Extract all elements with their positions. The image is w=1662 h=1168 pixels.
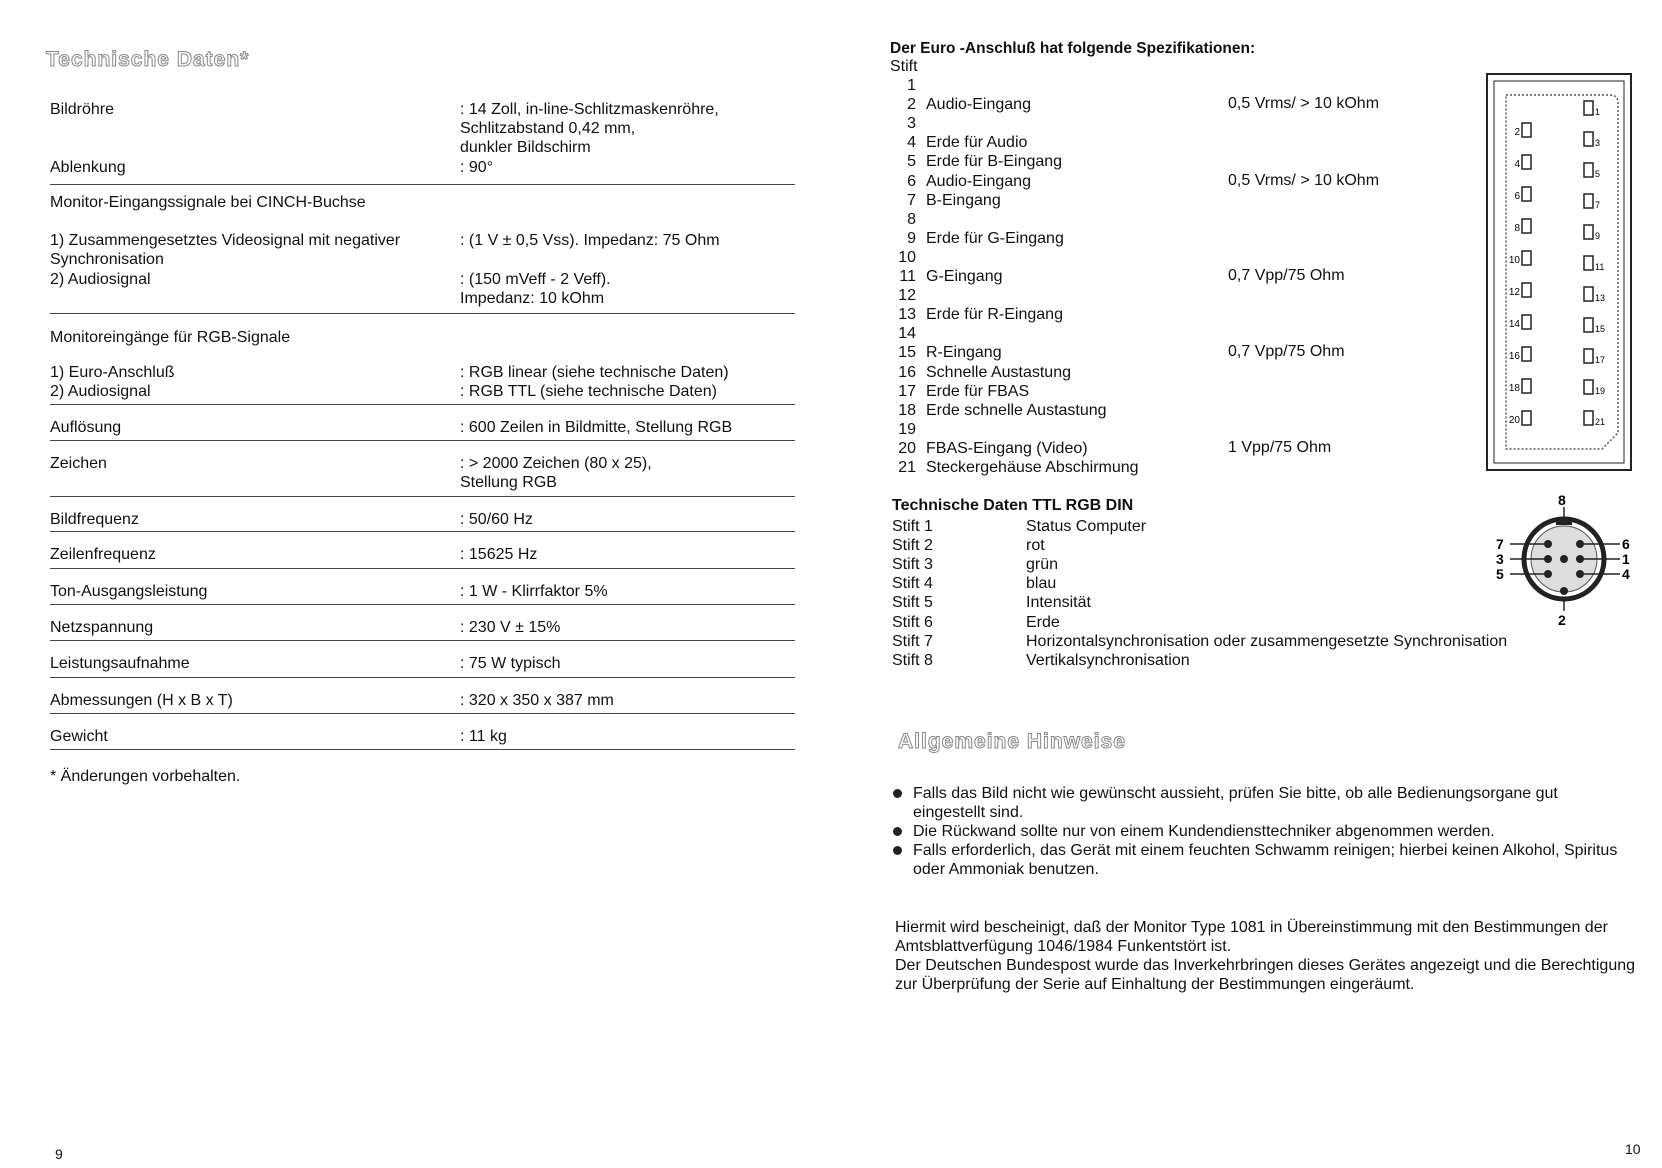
scart-pin-label: 3 (1595, 138, 1601, 148)
spec-value: : (150 mVeff - 2 Veff). Impedanz: 10 kOhm (460, 271, 611, 307)
list-item (890, 305, 1063, 324)
spec-label: 1) Zusammengesetztes Videosignal mit negativer Synchronisation (50, 232, 401, 268)
page-number-left: 9 (55, 1146, 63, 1162)
pin-name: Erde schnelle Austastung (926, 401, 1107, 419)
din-stift: Stift 2 (892, 537, 933, 555)
spec-label: Zeichen (50, 455, 107, 472)
list-item (890, 95, 1031, 114)
scart-pin (1584, 132, 1593, 146)
spec-label: Abmessungen (H x B x T) (50, 692, 233, 709)
technical-data-title: Technische Daten* (46, 48, 250, 71)
footnote: * Änderungen vorbehalten. (50, 768, 241, 785)
spec-value: : 75 W typisch (460, 655, 561, 672)
pin-number: 20 (898, 439, 916, 457)
pin-name: G-Eingang (926, 268, 1003, 285)
din-desc: Status Computer (1026, 518, 1147, 535)
scart-pin (1584, 380, 1593, 394)
list-item (890, 114, 926, 133)
din-stift: Stift 6 (892, 613, 933, 631)
scart-pin-label: 13 (1595, 293, 1606, 303)
din-desc: Vertikalsynchronisation (1026, 651, 1190, 669)
spec-label: Zeilenfrequenz (50, 546, 156, 563)
spec-label: Bildröhre (50, 101, 115, 118)
din-pin-right-label: 4 (1622, 566, 1630, 582)
list-item (890, 172, 1031, 191)
spec-label: Ton-Ausgangsleistung (50, 583, 208, 600)
list-item: Falls das Bild nicht wie gewünscht aussieht, prüfen Sie bitte, ob alle Bedienungsorgane gut eingestellt sind. (893, 784, 1633, 822)
din-pin-left-label: 3 (1496, 551, 1504, 567)
pin-number: 17 (898, 382, 916, 400)
divider (50, 313, 795, 314)
list-item (890, 439, 1088, 458)
spec-value: : RGB linear (siehe technische Daten) : RGB TTL (siehe technische Daten) (460, 364, 729, 400)
divider (50, 404, 795, 405)
page-number-right: 10 (1625, 1141, 1641, 1157)
scart-pin (1584, 318, 1593, 332)
scart-pin-label: 8 (1514, 223, 1520, 234)
din-pin-left-label: 5 (1496, 566, 1504, 582)
scart-pin (1584, 256, 1593, 270)
din-stift: Stift 8 (892, 651, 933, 669)
list-item (892, 517, 1146, 536)
list-item (890, 76, 926, 95)
divider (50, 713, 795, 714)
spec-value: : 230 V ± 15% (460, 619, 561, 636)
spec-label: Bildfrequenz (50, 511, 139, 528)
spec-label: Monitor-Eingangssignale bei CINCH-Buchse (50, 194, 366, 211)
divider (50, 604, 795, 605)
scart-pin (1522, 379, 1531, 393)
scart-pin-label: 14 (1508, 319, 1520, 330)
scart-pin (1584, 225, 1593, 239)
pin-number: 6 (907, 172, 916, 190)
scart-pin (1584, 411, 1593, 425)
list-item (890, 133, 1027, 152)
pin-number: 18 (898, 401, 916, 419)
spec-value: : 600 Zeilen in Bildmitte, Stellung RGB (460, 419, 733, 436)
scart-pin (1522, 219, 1531, 233)
pin-spec: 0,5 Vrms/ > 10 kOhm (1228, 95, 1380, 113)
din-stift: Stift 1 (892, 518, 933, 535)
scart-pin-label: 11 (1595, 262, 1605, 272)
scart-pin-label: 20 (1508, 415, 1520, 426)
din-pin-top-label: 8 (1558, 493, 1566, 508)
spec-value: : 50/60 Hz (460, 511, 533, 528)
pin-name: Erde für Audio (926, 134, 1028, 152)
scart-pin-label: 17 (1595, 355, 1606, 365)
list-item (890, 210, 926, 229)
pin-number: 10 (898, 248, 916, 266)
scart-pin-label: 21 (1595, 417, 1606, 427)
divider (50, 440, 795, 441)
pin-number: 11 (899, 268, 916, 285)
bullet-icon (893, 789, 902, 798)
spec-label: Monitoreingänge für RGB-Signale (50, 329, 291, 346)
din-desc: grün (1026, 556, 1059, 574)
scart-pin-label: 9 (1595, 231, 1601, 241)
pin-name: Erde für B-Eingang (926, 153, 1063, 171)
scart-pin-label: 1 (1595, 107, 1601, 117)
list-item (890, 229, 1064, 248)
list-item (890, 420, 926, 439)
din-stift: Stift 5 (892, 594, 933, 612)
din-pin-left-label: 7 (1496, 536, 1504, 552)
divider (50, 568, 795, 569)
list-item (892, 555, 1058, 574)
scart-pin-label: 15 (1595, 324, 1606, 334)
pin-spec: 1 Vpp/75 Ohm (1228, 438, 1332, 456)
divider (50, 749, 795, 750)
divider (50, 677, 795, 678)
scart-pin-label: 4 (1514, 159, 1520, 170)
pin-number: 13 (898, 306, 916, 324)
din-stift: Stift 4 (892, 575, 933, 593)
stift-label: Stift (890, 58, 918, 75)
din-pin-right-label: 6 (1622, 536, 1630, 552)
din-heading: Technische Daten TTL RGB DIN (892, 497, 1134, 514)
divider (50, 496, 795, 497)
pin-number: 9 (907, 229, 916, 247)
scart-pin (1522, 283, 1531, 297)
pin-name: Erde für R-Eingang (926, 306, 1063, 324)
pin-spec: 0,5 Vrms/ > 10 kOhm (1228, 171, 1380, 189)
pin-number: 19 (898, 420, 916, 438)
list-item: Die Rückwand sollte nur von einem Kundendiensttechniker abgenommen werden. (893, 822, 1633, 841)
spec-label: Gewicht (50, 728, 108, 745)
list-item (890, 458, 1139, 477)
pin-name: Steckergehäuse Abschirmung (926, 459, 1139, 476)
din-pin-right-label: 1 (1622, 551, 1630, 567)
din-stift: Stift 7 (892, 632, 933, 650)
pin-number: 14 (898, 325, 916, 343)
scart-pin (1584, 349, 1593, 363)
scart-pin-label: 7 (1595, 200, 1601, 210)
pin-name: Audio-Eingang (926, 96, 1031, 114)
list-item (890, 343, 1002, 362)
divider (50, 184, 795, 185)
din-pin-bottom-label: 2 (1558, 612, 1566, 628)
pin-name: Schnelle Austastung (926, 363, 1071, 381)
list-item (890, 248, 926, 267)
pin-number: 3 (907, 115, 916, 133)
scart-pin (1584, 101, 1593, 115)
spec-value: : > 2000 Zeichen (80 x 25), Stellung RGB (460, 455, 652, 491)
list-item (890, 382, 1029, 401)
scart-pin-label: 2 (1514, 127, 1520, 138)
list-item (892, 651, 1190, 670)
scart-pin (1522, 155, 1531, 169)
pin-name: FBAS-Eingang (Video) (926, 439, 1088, 457)
list-item (890, 267, 1003, 286)
pin-number: 21 (898, 459, 916, 476)
spec-value: : (1 V ± 0,5 Vss). Impedanz: 75 Ohm (460, 232, 720, 249)
scart-pin-label: 19 (1595, 386, 1606, 396)
scart-pin (1522, 315, 1531, 329)
pin-number: 8 (907, 210, 916, 228)
spec-value: : 320 x 350 x 387 mm (460, 692, 614, 709)
list-item (890, 401, 1107, 420)
certificate-paragraph-1: Hiermit wird bescheinigt, daß der Monitor Type 1081 in Übereinstimmung mit den Bestimmungen der Amtsblattverfügung 1046/1984 Funkentstört ist. (895, 919, 1608, 955)
spec-label: Auflösung (50, 419, 122, 436)
scart-pin (1522, 347, 1531, 361)
pin-number: 1 (907, 77, 916, 94)
pin-name: Erde für FBAS (926, 382, 1030, 400)
general-notes-title: Allgemeine Hinweise (898, 730, 1126, 753)
scart-pin (1584, 194, 1593, 208)
spec-value: : 90° (460, 159, 494, 176)
scart-pin (1584, 287, 1593, 301)
din-desc: Intensität (1026, 594, 1091, 612)
pin-name: B-Eingang (926, 191, 1001, 209)
list-item (890, 286, 926, 305)
scart-pin-label: 6 (1514, 191, 1520, 202)
pin-number: 16 (898, 363, 916, 381)
din-stift: Stift 3 (892, 556, 933, 574)
pin-number: 7 (907, 191, 916, 209)
list-item (892, 613, 1060, 632)
euro-heading: Der Euro -Anschluß hat folgende Spezifikationen: (890, 40, 1256, 57)
pin-spec: 0,7 Vpp/75 Ohm (1228, 267, 1345, 284)
certificate-paragraph-2: Der Deutschen Bundespost wurde das Inverkehrbringen dieses Gerätes angezeigt und die Berechtigung zur Überprüfung der Serie auf Einhaltung der Bestimmungen eingeräumt. (895, 957, 1636, 993)
pin-number: 4 (907, 134, 916, 152)
list-item (892, 632, 1507, 651)
din-desc: blau (1026, 575, 1057, 593)
scart-pin (1522, 187, 1531, 201)
scart-pin (1522, 123, 1531, 137)
spec-label: 2) Audiosignal (50, 271, 151, 288)
spec-label: Leistungsaufnahme (50, 655, 190, 672)
pin-number: 15 (898, 344, 916, 362)
pin-number: 12 (898, 287, 916, 305)
list-item (892, 574, 1056, 593)
spec-label: Netzspannung (50, 619, 154, 636)
din-desc: Erde (1026, 613, 1060, 631)
scart-connector-diagram (1486, 73, 1632, 471)
scart-pin (1522, 411, 1531, 425)
bullet-icon (893, 827, 902, 836)
scart-pin-label: 12 (1508, 287, 1520, 298)
din-connector-diagram (1490, 493, 1638, 633)
bullet-icon (893, 846, 902, 855)
list-item (892, 536, 1045, 555)
pin-number: 2 (907, 96, 916, 114)
pin-name: R-Eingang (926, 344, 1002, 362)
scart-pin (1584, 163, 1593, 177)
spec-label: 1) Euro-Anschluß 2) Audiosignal (50, 364, 175, 400)
list-item (890, 324, 926, 343)
scart-pin-label: 16 (1508, 351, 1520, 362)
list-item: Falls erforderlich, das Gerät mit einem feuchten Schwamm reinigen; hierbei keinen Alkohol, Spiritus oder Ammoniak benutzen. (893, 841, 1633, 879)
scart-pin-label: 10 (1508, 255, 1520, 266)
spec-value: : 1 W - Klirrfaktor 5% (460, 583, 608, 600)
din-desc: rot (1026, 537, 1045, 555)
scart-pin (1522, 251, 1531, 265)
din-desc: Horizontalsynchronisation oder zusammengesetzte Synchronisation (1026, 632, 1508, 650)
divider (50, 640, 795, 641)
pin-name: Audio-Eingang (926, 172, 1031, 190)
list-item (890, 191, 1001, 210)
spec-value: : 14 Zoll, in-line-Schlitzmaskenröhre, Schlitzabstand 0,42 mm, dunkler Bildschirm (460, 101, 719, 156)
spec-value: : 15625 Hz (460, 546, 538, 563)
scart-pin-label: 5 (1595, 169, 1601, 179)
divider (50, 531, 795, 532)
spec-label: Ablenkung (50, 159, 126, 176)
pin-name: Erde für G-Eingang (926, 229, 1064, 247)
scart-pin-label: 18 (1508, 383, 1520, 394)
pin-number: 5 (907, 153, 916, 171)
list-item (890, 363, 1071, 382)
pin-spec: 0,7 Vpp/75 Ohm (1228, 343, 1345, 361)
spec-value: : 11 kg (460, 728, 507, 745)
list-item (892, 593, 1091, 612)
list-item (890, 152, 1062, 171)
